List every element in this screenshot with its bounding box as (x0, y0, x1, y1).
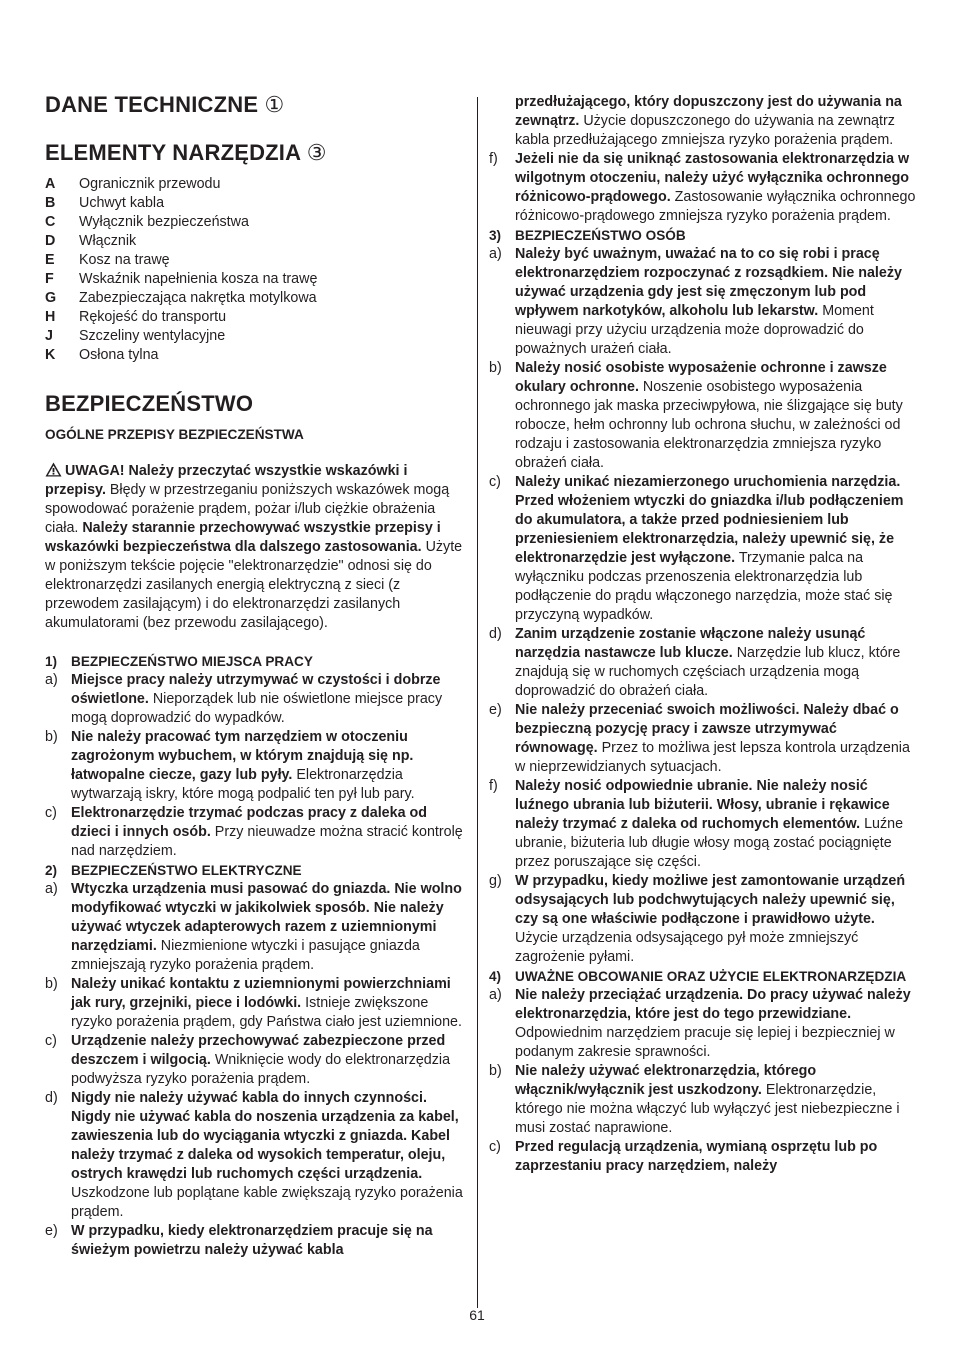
section-heading-personal: 3) BEZPIECZEŃSTWO OSÓB (489, 228, 686, 243)
warning-paragraph: UWAGA! Należy przeczytać wszystkie wskazówki i przepisy. Błędy w przestrzeganiu poniższych wskazówek mogą spowodować porażenie prądem, pożar i/lub ciężkie obrażenia ciała. Należy starannie przechowywać wszystkie przepisy i wskazówki bezpieczeństwa dla dalszego zastosowania. Użyte w poniższym tekście pojęcie "elektronarzędzie" odnosi się do elektronarzędzi zasilanych energią elektryczną z sieci (z przewodem zasilającym) i do elektronarzędzi zasilanych akumulatorami (bez przewodu zasilającego). (45, 463, 463, 631)
left-column (45, 92, 463, 1260)
warning-triangle-icon (45, 462, 62, 477)
heading-safety: BEZPIECZEŃSTWO (45, 391, 254, 416)
parts-list-item: C Wyłącznik bezpieczeństwa (45, 214, 249, 230)
list-item: a) Nie należy przeciążać urządzenia. Do pracy używać należy elektronarzędzia, które jest do tego przewidziane. Odpowiednim narzędziem pracuje się lepiej i bezpieczniej w podanym zakresie sprawności. (489, 987, 911, 1060)
list-item: a) Miejsce pracy należy utrzymywać w czystości i dobrze oświetlone. Nieporządek lub nie oświetlone miejsce pracy mogą doprowadzić do wypadków. (45, 672, 443, 726)
list-item: c) Należy unikać niezamierzonego uruchomienia narzędzia. Przed włożeniem wtyczki do gniazdka i/lub podłączeniem do akumulatora, a także przed podniesieniem lub przeniesieniem elektronarzędzia, należy upewnić się, że elektronarzędzie jest wyłączone. Trzymanie palca na wyłączniku podczas przenoszenia elektronarzędzia lub podłączenie do prądu włączonego narzędzia, może stać się przyczyną wypadków. (489, 474, 904, 623)
list-item: g) W przypadku, kiedy możliwe jest zamontowanie urządzeń odsysających lub podchwytujących należy upewnić się, czy są one właściwie podłączone i prawidłowo użyte. Użycie urządzenia odsysającego pył może zmniejszyć zagrożenie pyłami. (489, 873, 906, 965)
list-item: e) Nie należy przeceniać swoich możliwości. Należy dbać o bezpieczną pozycję pracy i zawsze utrzymywać równowagę. Przez to możliwa jest lepsza kontrola urządzenia w nieprzewidzianych sytuacjach. (489, 702, 910, 775)
list-item: f) Należy nosić odpowiednie ubranie. Nie należy nosić luźnego ubrania lub biżuterii. Włosy, ubranie i rękawice należy trzymać z daleka od ruchomych elementów. Luźne ubranie, biżuteria lub długie włosy mogą zostać pociągnięte przez poruszające się części. (489, 778, 904, 870)
right-column (489, 93, 917, 1176)
list-item: f) Jeżeli nie da się uniknąć zastosowania elektronarzędzia w wilgotnym otoczeniu, należy użyć wyłącznika ochronnego różnicowo-prądowego. Zastosowanie wyłącznika ochronnego różnicowo-prądowego zmniejsza ryzyko porażenia prądem. (489, 151, 916, 224)
section-heading-tool-use: 4) UWAŻNE OBCOWANIE ORAZ UŻYCIE ELEKTRONARZĘDZIA (489, 969, 907, 984)
list-item: d) Zanim urządzenie zostanie włączone należy usunąć narzędzia nastawcze lub klucze. Narzędzie lub klucz, które znajdują się w ruchomych częściach urządzenia mogą doprowadzić do obrażeń ciała. (489, 626, 901, 699)
parts-list-item: B Uchwyt kabla (45, 195, 165, 211)
parts-list-item: H Rękojeść do transportu (45, 309, 227, 325)
parts-list-item: G Zabezpieczająca nakrętka motylkowa (45, 290, 317, 306)
list-item: a) Wtyczka urządzenia musi pasować do gniazda. Nie wolno modyfikować wtyczki w jakikolwiek sposób. Nie należy używać wtyczek adapterowych razem z uziemnionymi narzędziami. Niezmienione wtyczki i pasujące gniazda zmniejszają ryzyko porażenia prądem. (45, 881, 462, 973)
parts-list-item: F Wskaźnik napełnienia kosza na trawę (45, 271, 318, 287)
list-item: b) Nie należy pracować tym narzędziem w otoczeniu zagrożonym wybuchem, w którym znajdują się np. łatwopalne ciecze, gazy lub pyły. Elektronarzędzia wytwarzają iskry, które mogą podpalić ten pył lub pary. (45, 729, 415, 802)
parts-list-item: A Ogranicznik przewodu (45, 176, 221, 192)
list-item: c) Przed regulacją urządzenia, wymianą osprzętu lub po zaprzestaniu pracy narzędziem, należy (489, 1139, 878, 1174)
parts-list (45, 175, 463, 365)
general-safety-subheading: OGÓLNE PRZEPISY BEZPIECZEŃSTWA (45, 427, 304, 442)
list-item: a) Należy być uważnym, uważać na to co się robi i pracę elektronarzędziem rozpoczynać z rozsądkiem. Nie należy używać urządzenia gdy jest się zmęczonym lub pod wpływem narkotyków, alkoholu lub lekarstw. Moment nieuwagi przy użyciu urządzenia może doprowadzić do poważnych urażeń ciała. (489, 246, 902, 357)
list-item: b) Należy unikać kontaktu z uziemnionymi powierzchniami jak rury, grzejniki, piece i lodówki. Istnieje zwiększone ryzyko porażenia prądem, gdy Państwa ciało jest uziemnione. (45, 976, 462, 1030)
column-divider (477, 97, 478, 1308)
list-item: c) Urządzenie należy przechowywać zabezpieczone przed deszczem i wilgocią. Wniknięcie wody do elektronarzędzia podwyższa ryzyko porażenia prądem. (45, 1033, 451, 1087)
parts-list-item: K Osłona tylna (45, 347, 159, 363)
list-item: e) W przypadku, kiedy elektronarzędziem pracuje się na świeżym powietrzu należy używać kabla (45, 1223, 433, 1258)
list-item: b) Nie należy używać elektronarzędzia, którego włącznik/wyłącznik jest uszkodzony. Elektronarzędzie, którego nie można włączyć lub wyłączyć jest niebezpieczne i musi zostać naprawione. (489, 1063, 900, 1136)
parts-list-item: J Szczeliny wentylacyjne (45, 328, 226, 344)
section-heading-electrical: 2) BEZPIECZEŃSTWO ELEKTRYCZNE (45, 863, 302, 878)
parts-list-item: E Kosz na trawę (45, 252, 170, 268)
page-number: 61 (469, 1307, 485, 1323)
heading-tool-elements: ELEMENTY NARZĘDZIA ③ (45, 140, 327, 165)
list-item-continued: przedłużającego, który dopuszczony jest do używania na zewnątrz. Użycie dopuszczonego do używania na zewnątrz kabla przedłużającego zmniejsza ryzyko porażenia prądem. (515, 94, 902, 148)
list-item: c) Elektronarzędzie trzymać podczas pracy z daleka od dzieci i innych osób. Przy nieuwadze można stracić kontrolę nad narzędziem. (45, 805, 463, 859)
heading-technical-data: DANE TECHNICZNE ① (45, 92, 285, 117)
section-heading-workplace: 1) BEZPIECZEŃSTWO MIEJSCA PRACY (45, 654, 313, 669)
list-item: b) Należy nosić osobiste wyposażenie ochronne i zawsze okulary ochronne. Noszenie osobistego wyposażenia ochronnego jak maska przeciwpyłowa, nie ślizgające się buty robocze, hełm ochronny lub ochrona słuchu, w zależności od rodzaju i zastosowania elektronarzędzia zmniejsza ryzyko obrażeń ciała. (489, 360, 903, 471)
parts-list-item: D Włącznik (45, 233, 137, 249)
list-item: d) Nigdy nie należy używać kabla do innych czynności. Nigdy nie używać kabla do noszenia urządzenia za kabel, zawieszenia lub do wyciągania wtyczki z gniazda. Kabel należy trzymać z daleka od wysokich temperatur, oleju, ostrych krawędzi lub ruchomych części urządzenia. Uszkodzone lub poplątane kable zwiększają ryzyko porażenia prądem. (45, 1090, 463, 1220)
